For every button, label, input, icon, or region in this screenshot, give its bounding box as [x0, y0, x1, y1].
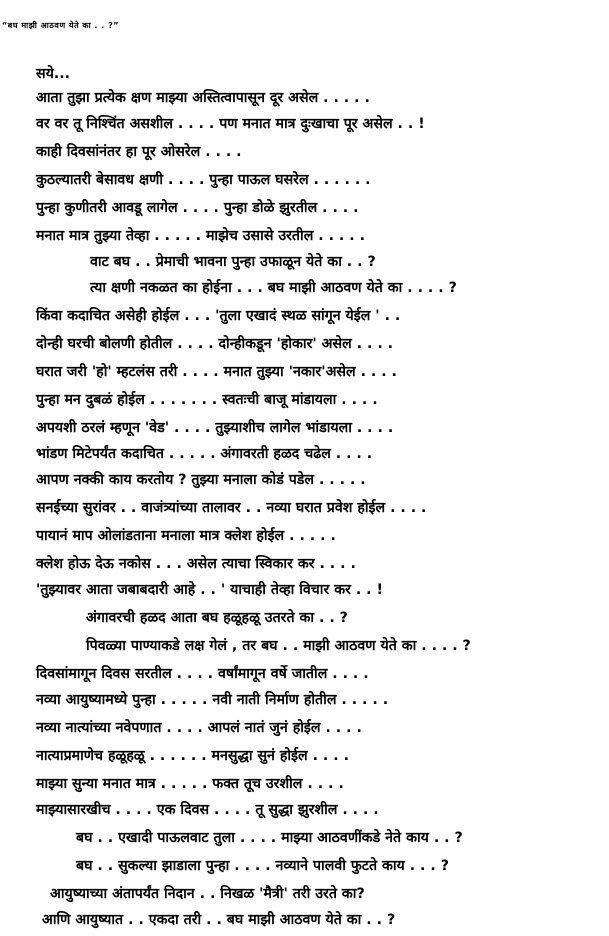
- poem-line: अंगावरची हळद आता बघ हळूहळू उतरते का . . ?: [86, 610, 348, 626]
- poem-line: सये...: [36, 66, 70, 82]
- poem-line: पायानं माप ओलांडताना मनाला मात्र क्लेश होईल . . . . .: [36, 528, 336, 544]
- poem-line: आता तुझा प्रत्येक क्षण माझ्या अस्तित्वापासून दूर असेल . . . . .: [36, 90, 370, 106]
- poem-line: वाट बघ . . प्रेमाची भावना पुन्हा उफाळून येते का . . ?: [90, 254, 376, 270]
- poem-line: भांडण मिटेपर्यंत कदाचित . . . . . अंगावरती हळद चढेल . . . .: [36, 446, 373, 462]
- poem-line: काही दिवसांनंतर हा पूर ओसरेल . . . .: [36, 144, 242, 160]
- poem-line: दिवसांमागून दिवस सरतील . . . . वर्षांमागून वर्षे जातील . . . .: [36, 666, 369, 682]
- poem-line: नात्याप्रमाणेच हळूहळू . . . . . . मनसुद्धा सुनं होईल . . . .: [36, 748, 349, 764]
- poem-line: नव्या नात्यांच्या नवेपणात . . . . आपलं नातं जुनं होईल . . . .: [36, 720, 362, 736]
- poem-line: बघ . . सुकल्या झाडाला पुन्हा . . . . नव्याने पालवी फुटते काय . . . ?: [76, 858, 449, 874]
- poem-line: आणि आयुष्यात . . एकदा तरी . . बघ माझी आठवण येते का . . ?: [42, 912, 396, 928]
- poem-line: दोन्ही घरची बोलणी होतील . . . . दोन्हीकडून 'होकार' असेल . . . .: [36, 336, 394, 352]
- poem-line: सनईच्या सुरांवर . . वाजंत्र्यांच्या तालावर . . नव्या घरात प्रवेश होईल . . . .: [36, 500, 427, 516]
- poem-line: क्लेश होऊ देऊ नकोस . . . असेल त्याचा स्विकार कर . . . .: [36, 556, 356, 572]
- poem-line: पुन्हा मन दुबळं होईल . . . . . . . स्वतःची बाजू मांडायला . . . .: [36, 392, 378, 408]
- poem-line: आपण नक्की काय करतोय ? तुझ्या मनाला कोडं पडेल . . . . .: [36, 472, 366, 488]
- poem-line: अपयशी ठरलं म्हणून 'वेड' . . . . तुझ्याशीच लागेल भांडायला . . . .: [36, 420, 394, 436]
- poem-line: घरात जरी 'हो' म्हटलंस तरी . . . . मनात तुझ्या 'नकार'असेल . . . .: [36, 364, 397, 380]
- poem-line: त्या क्षणी नकळत का होईना . . . बघ माझी आठवण येते का . . . . ?: [90, 280, 457, 296]
- poem-line: कुठल्यातरी बेसावध क्षणी . . . . पुन्हा पाऊल घसरेल . . . . . .: [36, 172, 371, 188]
- poem-line: आयुष्याच्या अंतापर्यंत निदान . . निखळ 'मैत्री' तरी उरते का?: [50, 886, 365, 902]
- poem-line: मनात मात्र तुझ्या तेव्हा . . . . . माझेच उसासे उरतील . . . . .: [36, 228, 365, 244]
- poem-line: पुन्हा कुणीतरी आवडू लागेल . . . . पुन्हा डोळे झुरतील . . . .: [36, 200, 359, 216]
- poem-line: वर वर तू निश्चिंत असशील . . . . पण मनात मात्र दुःखाचा पूर असेल . . !: [36, 116, 425, 132]
- poem-line: बघ . . एखादी पाऊलवाट तुला . . . . माझ्या आठवणींकडे नेते काय . . ?: [76, 830, 463, 846]
- poem-line: 'तुझ्यावर आता जबाबदारी आहे . . ' याचाही तेव्हा विचार कर . . !: [36, 582, 383, 598]
- poem-line: माझ्या सुन्या मनात मात्र . . . . . फक्त तूच उरशील . . . .: [36, 776, 344, 792]
- poem-line: किंवा कदाचित असेही होईल . . . 'तुला एखादं स्थळ सांगून येईल ' . .: [36, 308, 401, 324]
- poem-line: पिवळ्या पाण्याकडे लक्ष गेलं , तर बघ . . माझी आठवण येते का . . . . ?: [86, 638, 471, 654]
- poem-title: “बघ माझी आठवण येते का . . ?”: [2, 21, 119, 30]
- poem-line: नव्या आयुष्यामध्ये पुन्हा . . . . . नवी नाती निर्माण होतील . . . . .: [36, 692, 389, 708]
- poem-line: माझ्यासारखीच . . . . एक दिवस . . . . तू सुद्धा झुरशील . . . .: [36, 802, 379, 818]
